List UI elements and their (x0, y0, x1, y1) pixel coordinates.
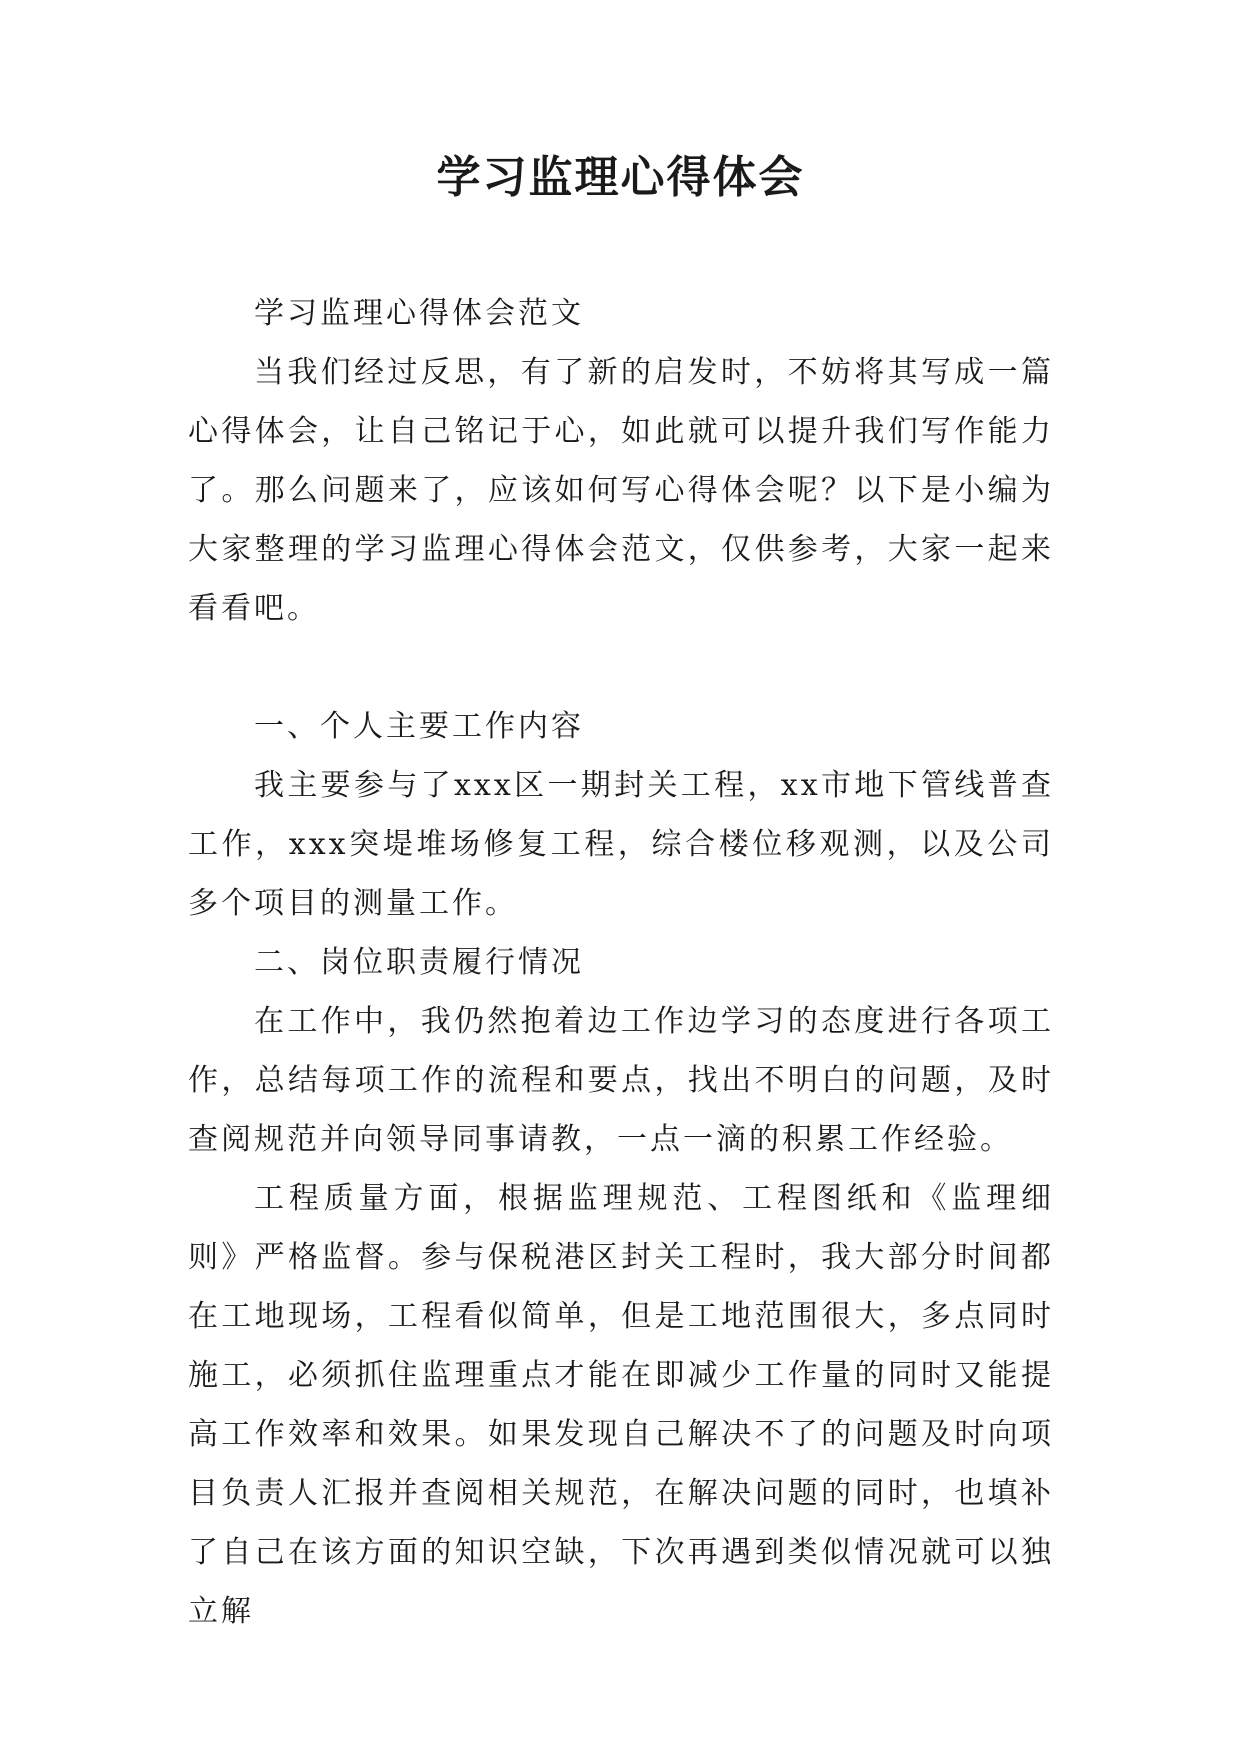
subtitle-paragraph: 学习监理心得体会范文 (254, 296, 584, 331)
intro-paragraph: 当我们经过反思，有了新的启发时，不妨将其写成一篇心得体会，让自己铭记于心，如此就可以提升我们写作能力了。那么问题来了，应该如何写心得体会呢？以下是小编为大家整理的学习监理心得体会范文，仅供参考，大家一起来看看吧。 (188, 355, 1054, 626)
duties-paragraph: 在工作中，我仍然抱着边工作边学习的态度进行各项工作，总结每项工作的流程和要点，找出不明白的问题，及时查阅规范并向领导同事请教，一点一滴的积累工作经验。 (188, 1004, 1054, 1157)
document-title: 学习监理心得体会 (436, 152, 805, 203)
work-content-paragraph: 我主要参与了xxx区一期封关工程，xx市地下管线普查工作，xxx突堤堆场修复工程，综合楼位移观测，以及公司多个项目的测量工作。 (188, 768, 1054, 921)
section-heading-1: 一、个人主要工作内容 (254, 709, 584, 744)
quality-paragraph: 工程质量方面，根据监理规范、工程图纸和《监理细则》严格监督。参与保税港区封关工程时，我大部分时间都在工地现场，工程看似简单，但是工地范围很大，多点同时施工，必须抓住监理重点才能在即减少工作量的同时又能提高工作效率和效果。如果发现自己解决不了的问题及时向项目负责人汇报并查阅相关规范，在解决问题的同时，也填补了自己在该方面的知识空缺，下次再遇到类似情况就可以独立解 (188, 1181, 1054, 1629)
document-body (188, 284, 1054, 1641)
paragraph-spacer (188, 638, 1054, 697)
section-heading-2: 二、岗位职责履行情况 (254, 945, 584, 980)
